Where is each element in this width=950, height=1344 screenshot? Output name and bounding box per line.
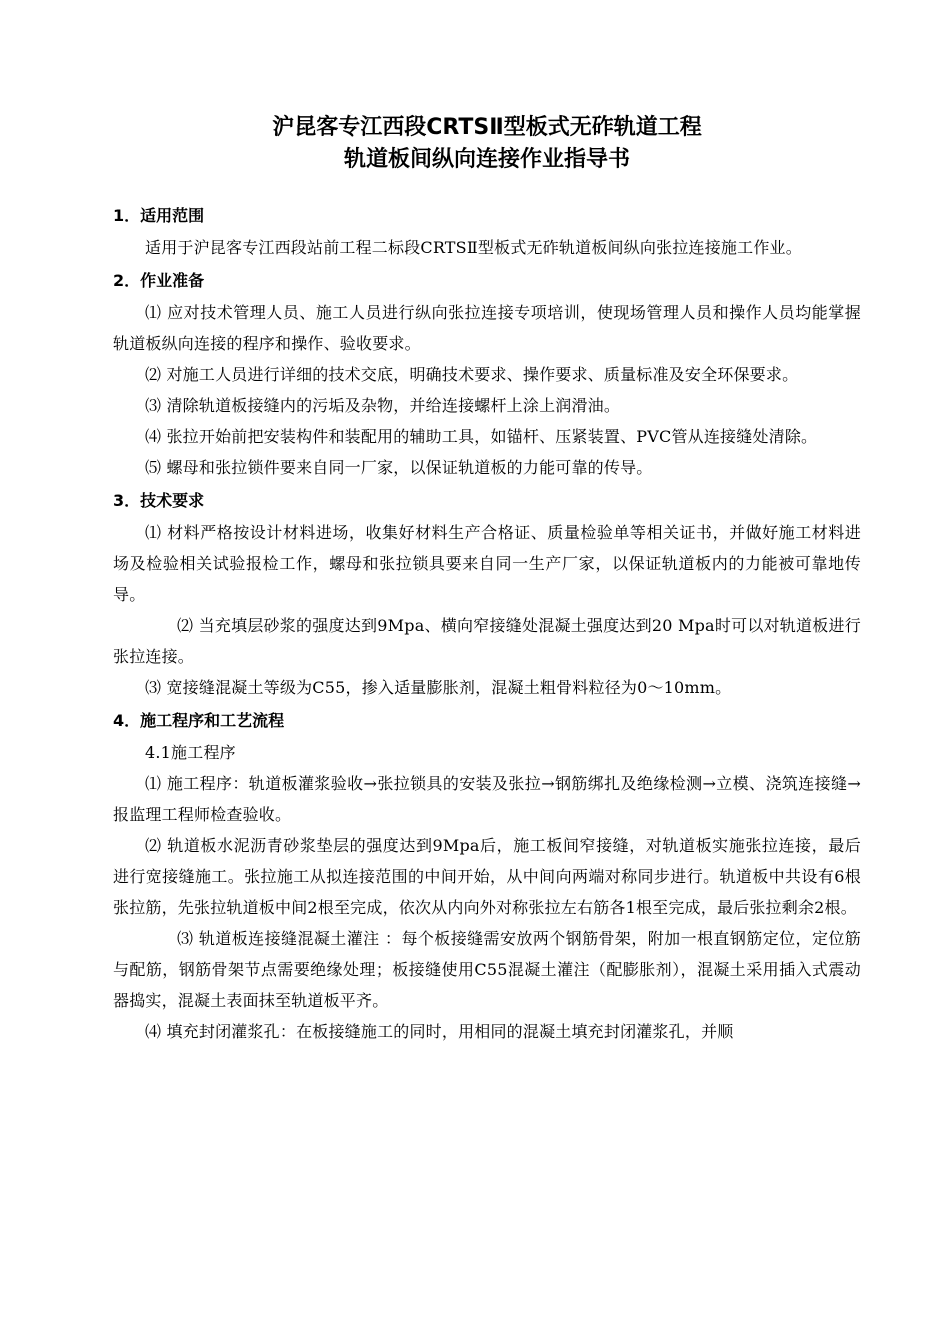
section-heading: 4．施工程序和工艺流程: [113, 711, 285, 730]
paragraph: ⑷ 填充封闭灌浆孔：在板接缝施工的同时，用相同的混凝土填充封闭灌浆孔，并顺: [145, 1022, 734, 1041]
section-preparation: [113, 267, 861, 483]
paragraph: ⑸ 螺母和张拉锁件要来自同一厂家，以保证轨道板的力能可靠的传导。: [145, 458, 653, 477]
paragraph: ⑶ 宽接缝混凝土等级为C55，掺入适量膨胀剂，混凝土粗骨料粒径为0～10mm。: [145, 678, 732, 697]
section-scope: [113, 202, 861, 263]
paragraph: ⑵ 当充填层砂浆的强度达到9Mpa、横向窄接缝处混凝土强度达到20 Mpa时可以对轨道板进行张拉连接。: [113, 616, 861, 666]
section-construction-procedure: [113, 707, 861, 1047]
paragraph: ⑶ 轨道板连接缝混凝土灌注 ：每个板接缝需安放两个钢筋骨架，附加一根直钢筋定位，定位筋与配筋，钢筋骨架节点需要绝缘处理；板接缝使用C55混凝土灌注（配膨胀剂），混凝土采用插入式震动器捣实，混凝土表面抹至轨道板平齐。: [113, 929, 861, 1010]
section-heading: 3．技术要求: [113, 491, 205, 510]
document-title-line1: 沪昆客专江西段CRTSⅡ型板式无砟轨道工程: [272, 115, 702, 140]
title-block: [113, 112, 861, 176]
paragraph: ⑵ 轨道板水泥沥青砂浆垫层的强度达到9Mpa后，施工板间窄接缝，对轨道板实施张拉连接，最后进行宽接缝施工。张拉施工从拟连接范围的中间开始，从中间向两端对称同步进行。轨道板中共设有6根张拉筋，先张拉轨道板中间2根至完成，依次从内向外对称张拉左右筋各1根至完成，最后张拉剩余2根。: [113, 836, 861, 917]
paragraph: ⑷ 张拉开始前把安装构件和装配用的辅助工具，如锚杆、压紧装置、PVC管从连接缝处清除。: [145, 427, 818, 446]
paragraph: ⑴ 应对技术管理人员、施工人员进行纵向张拉连接专项培训，使现场管理人员和操作人员均能掌握轨道板纵向连接的程序和操作、验收要求。: [113, 303, 861, 353]
paragraph: ⑵ 对施工人员进行详细的技术交底，明确技术要求、操作要求、质量标准及安全环保要求。: [145, 365, 799, 384]
subsection-heading: 4.1施工程序: [145, 743, 236, 762]
document-title-line2: 轨道板间纵向连接作业指导书: [343, 147, 630, 172]
paragraph: ⑴ 施工程序：轨道板灌浆验收→张拉锁具的安装及张拉→钢筋绑扎及绝缘检测→立模、浇筑连接缝→报监理工程师检查验收。: [113, 774, 861, 824]
document-page: [113, 112, 861, 1047]
paragraph: 适用于沪昆客专江西段站前工程二标段CRTSⅡ型板式无砟轨道板间纵向张拉连接施工作业。: [145, 238, 802, 257]
paragraph: ⑶ 清除轨道板接缝内的污垢及杂物，并给连接螺杆上涂上润滑油。: [145, 396, 621, 415]
section-technical-requirements: [113, 487, 861, 703]
paragraph: ⑴ 材料严格按设计材料进场，收集好材料生产合格证、质量检验单等相关证书，并做好施工材料进场及检验相关试验报检工作，螺母和张拉锁具要来自同一生产厂家，以保证轨道板内的力能被可靠地传导。: [113, 523, 861, 604]
section-heading: 1．适用范围: [113, 206, 205, 225]
section-heading: 2．作业准备: [113, 271, 205, 290]
